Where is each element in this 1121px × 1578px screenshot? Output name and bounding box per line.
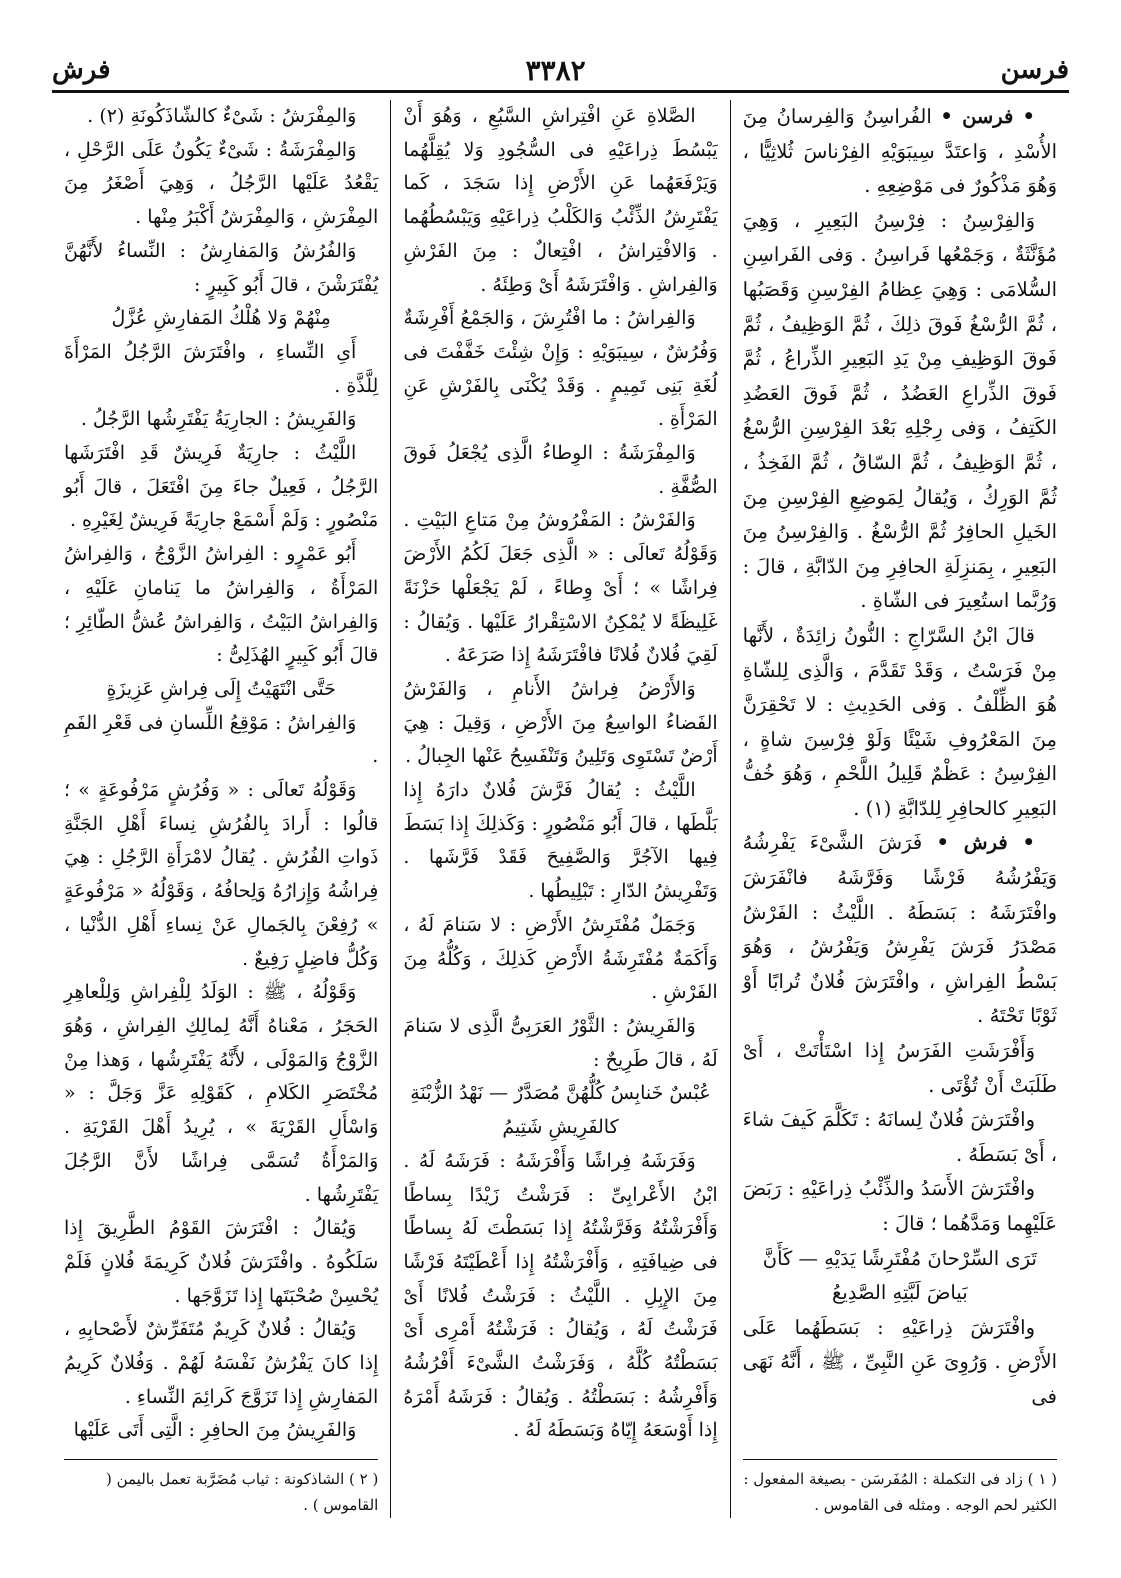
entry-text: تَرَى السِّرْحانَ مُفْتَرِشًا يَدَيْهِ — كَأَنَّ بَياضَ لَبَّتِهِ الصَّدِيعُ <box>762 1246 1037 1305</box>
entry-paragraph <box>743 826 1057 1034</box>
text-column <box>731 100 1069 1518</box>
entry-text: وافْتَرَشَ الأَسَدُ والذِّئْبُ ذِراعَيْهِ : رَبَضَ عَلَيْهِما وَمَدَّهُما ؛ قالَ : <box>742 1177 1057 1235</box>
verse-line <box>403 1077 717 1144</box>
entry-headword: • فرش • <box>936 831 1036 855</box>
page-number: ٣٣٨٢ <box>525 53 586 87</box>
entry-paragraph <box>64 100 378 134</box>
text-column <box>391 100 730 1518</box>
entry-paragraph <box>743 1103 1057 1172</box>
running-head-right: فرسن <box>1000 55 1069 85</box>
entry-paragraph <box>403 774 717 909</box>
entry-paragraph <box>64 1414 378 1448</box>
entry-paragraph <box>403 504 717 673</box>
entry-text: اللَّيْثُ : جارِيَةٌ فَرِيشٌ قَدِ افْتَرَشَها الرَّجُلُ ، فَعِيلٌ جاءَ مِنَ افْتَعَلَ ، قالَ أَبُو مَنْصُورٍ : وَلَمْ أَسْمَعْ جارِيَةً فَرِيشٌ لِغَيْرِهِ . <box>64 442 379 532</box>
page-header <box>52 50 1069 93</box>
entry-text: وافْتَرَشَ ذِراعَيْهِ : بَسَطَهُما عَلَى الأَرْضِ . وَرُوِىَ عَنِ النَّبِىِّ ، ﷺ ، أَنَّهُ نَهَى فى <box>742 1315 1057 1408</box>
entry-paragraph <box>403 909 717 1010</box>
verse-line <box>743 1242 1057 1311</box>
running-head-left: فرش <box>52 55 111 85</box>
column-body <box>64 100 378 1448</box>
entry-text: وَقَوْلُهُ تَعالَى : « وَفُرُشٍ مَرْفُوعَةٍ » ؛ قالُوا : أَرادَ بِالفُرُشِ نِساءَ أَهْلِ الجَنَّةِ ذَواتِ الفُرُشِ . يُقالُ لامْرَأَةِ الرَّجُلِ : هِيَ فِراشُهُ وَإِزارُهُ وَلِحافُهُ ، وَقَوْلُهُ « مَرْفُوعَةٍ » رُفِعْنَ بِالجَمالِ عَنْ نِساءِ أَهْلِ الدُّنْيا ، وَكُلُّ فاضِلٍ رَفِيعٌ . <box>64 779 379 970</box>
entry-paragraph <box>743 1034 1057 1103</box>
entry-text: فَرَشَ الشَّىْءَ يَفْرِشُهُ وَيَفْرُشُهُ فَرْشًا وَفَرَّشَهُ فانْفَرَشَ وافْتَرَشَهُ : بَسَطَهُ . اللَّيْثُ : الفَرْشُ مَصْدَرُ فَرَشَ يَفْرِشُ وَيَفْرُشُ ، وَهُوَ بَسْطُ الفِراشِ ، وافْتَرَشَ فُلانٌ تُرابًا أَوْ ثَوْبًا تَحْتَهُ . <box>742 831 1057 1028</box>
entry-paragraph <box>403 100 717 302</box>
text-columns <box>52 100 1069 1518</box>
entry-text: وَالفَرِيشُ : الثَّوْرُ العَرَبِىُّ الَّذِى لا سَنامَ لَهُ ، قالَ طَرِيحٌ : <box>403 1014 718 1071</box>
entry-paragraph <box>64 976 378 1212</box>
entry-paragraph <box>64 1212 378 1313</box>
entry-text: وَالأَرْضُ فِراشُ الأَنامِ ، وَالفَرْشُ الفَضاءُ الواسِعُ مِنَ الأَرْضِ ، وَقِيلَ : هِيَ أَرْضٌ تَسْتَوِى وَتَلِينُ وَتَنْفَسِحُ عَنْها الجِبالُ . <box>403 677 718 768</box>
entry-paragraph <box>403 302 717 437</box>
entry-text: وَالفَرِيشُ : الجارِيَةُ يَفْتَرِشُها الرَّجُلُ . <box>80 408 357 431</box>
entry-paragraph <box>64 403 378 437</box>
entry-text: وَالمِفْرَشُ : شَىْءٌ كالشّاذَكُونَةِ (٢) . <box>87 105 357 127</box>
entry-text: وَالمِفْرَشَةُ : شَىْءٌ يَكُونُ عَلَى الرَّحْلِ ، يَقْعُدُ عَلَيْها الرَّجُلُ ، وَهِيَ أَصْغَرُ مِنَ المِفْرَشِ ، وَالمِفْرَشُ أَكْبَرُ مِنْها . <box>64 138 379 229</box>
footnote: ( ٢ ) الشاذكونة : ثياب مُضَرَّبة تعمل باليمن ( القاموس ) . <box>105 1470 379 1514</box>
column-body <box>403 100 717 1448</box>
entry-paragraph <box>743 619 1057 827</box>
entry-text: مِنْهُمْ وَلا هُلْكُ المَفارِشِ عُزَّلُ <box>111 307 331 330</box>
verse-line <box>64 673 378 707</box>
entry-text: وَالفُرُشُ وَالمَفارِشُ : النِّساءُ لأَنَّهُنَّ يُفْتَرَشْنَ ، قالَ أَبُو كَبِيرٍ : <box>64 239 379 296</box>
entry-text: أَبُو عَمْرٍو : الفِراشُ الزَّوْجُ ، وَالفِراشُ المَرْأَةُ ، وَالفِراشُ ما يَنامانِ عَلَيْهِ ، وَالفِراشُ البَيْتُ ، وَالفِراشُ عُشُّ الطّائِرِ ؛ قالَ أَبُو كَبِيرٍ الهُذَلِىُّ : <box>64 543 379 667</box>
entry-text: وَالمِفْرَشَةُ : الوِطاءُ الَّذِى يُجْعَلُ فَوقَ الصُّفَّةِ . <box>403 442 718 498</box>
column-body <box>743 100 1057 1415</box>
entry-text: وافْتَرَشَ فُلانٌ لِسانَهُ : تَكَلَّمَ كَيفَ شاءَ ، أَىْ بَسَطَهُ . <box>742 1108 1057 1166</box>
text-column <box>52 100 391 1518</box>
footnote: ( ١ ) زاد فى التكملة : المُفَرسَن - بصيغة المفعول : الكثير لحم الوجه . ومثله فى القاموس . <box>743 1470 1057 1514</box>
entry-text: وَالفِرْسِنُ : فِرْسِنُ البَعِيرِ ، وَهِيَ مُؤَنَّثَةٌ ، وَجَمْعُها فَراسِنُ . وَفى الفَراسِنِ السُّلامَى : وَهِيَ عِظامُ الفِرْسِنِ وَقَصَبُها ، ثُمَّ الرُّسْغُ فَوقَ ذلِكَ ، ثُمَّ الوَظِيفُ ، ثُمَّ فَوقَ الوَظِيفِ مِنْ يَدِ البَعِيرِ الذِّراعُ ، ثُمَّ فَوقَ الذِّراعِ العَضُدُ ، ثُمَّ فَوقَ العَضُدِ الكَتِفُ ، وَفى رِجْلِهِ بَعْدَ الفِرْسِنِ الرُّسْغُ ، ثُمَّ الوَظِيفُ ، ثُمَّ السّاقُ ، ثُمَّ الفَخِذُ ، ثُمَّ الوَرِكُ ، وَيُقالُ لِمَوضِعِ الفِرْسِنِ مِنَ الخَيلِ الحافِرُ ثُمَّ الرُّسْغُ . وَالفِرْسِنُ مِنَ البَعِيرِ ، بِمَنزِلَةِ الحافِرِ مِنَ الدّابَّةِ ، قالَ : وَرُبَّما استُعِيرَ فى الشّاةِ . <box>742 208 1057 613</box>
footnotes <box>64 1459 378 1518</box>
entry-paragraph <box>403 1010 717 1077</box>
entry-headword: • فرسن • <box>940 105 1035 128</box>
entry-text: وَفَرَشَهُ فِراشًا وَأَفْرَشَهُ : فَرَشَهُ لَهُ . ابْنُ الأَعْرابِىِّ : فَرَشْتُ زَيْدًا بِساطًا وَأَفْرَشْتُهُ وَفَرَّشْتُهُ إِذا بَسَطْتَ لَهُ بِساطًا فى ضِيافَتِهِ ، وَأَفْرَشْتُهُ إِذا أَعْطَيْتَهُ فَرْشًا مِنَ الإِبِلِ . اللَّيْثُ : فَرَشْتُ فُلانًا أَىْ فَرَشْتُ لَهُ ، وَيُقالُ : فَرَشْتُهُ أَمْرِى أَىْ بَسَطْتُهُ كُلَّهُ ، وَفَرَشْتُ الشَّىْءَ أَفْرُشُهُ وَأَفْرِشُهُ : بَسَطْتُهُ . وَيُقالُ : فَرَشَهُ أَمْرَهُ إِذا أَوْسَعَهُ إِيّاهُ وَبَسَطَهُ لَهُ . <box>403 1149 718 1442</box>
entry-paragraph <box>64 336 378 403</box>
entry-text: عُبْسٌ خَنابِسُ كُلُّهُنَّ مُصَدَّرٌ — نَهْدُ الزُّبْنَةِ كالفَرِيشِ شَتِيمُ <box>410 1082 711 1139</box>
entry-paragraph <box>64 134 378 235</box>
verse-line <box>64 302 378 336</box>
entry-paragraph <box>64 437 378 538</box>
entry-paragraph <box>64 774 378 976</box>
entry-text: وَالفَرْشُ : المَفْرُوشُ مِنْ مَتاعِ البَيْتِ . وَقَوْلُهُ تَعالَى : « الَّذِى جَعَلَ لَكُمُ الأَرْضَ فِراشًا » ؛ أَىْ وِطاءً ، لَمْ يَجْعَلْها حَزْنَةً غَلِيظَةً لا يُمْكِنُ الاسْتِقْرارُ عَلَيْها . وَيُقالُ : لَقِيَ فُلانٌ فُلانًا فافْتَرَشَهُ إِذا صَرَعَهُ . <box>403 509 718 667</box>
entry-text: وَيُقالُ : افْتَرَشَ القَوْمُ الطَّرِيقَ إِذا سَلَكُوهُ . وافْتَرَشَ فُلانٌ كَرِيمَةَ فُلانٍ فَلَمْ يُحْسِنْ صُحْبَتَها إِذا تَزَوَّجَها . <box>64 1217 379 1307</box>
entry-paragraph <box>64 1313 378 1414</box>
entry-paragraph <box>403 437 717 504</box>
entry-paragraph <box>64 707 378 774</box>
entry-text: أَىِ النِّساءِ ، وافْتَرَشَ الرَّجُلُ المَرْأَةَ لِلَّذَّةِ . <box>64 340 379 397</box>
entry-text: الفُراسِنُ وَالفِرسانُ مِنَ الأُسْدِ ، وَاعتَدَّ سِيبَوَيْهِ الفِرْناسَ ثُلاثِيًّا ، وَهُوَ مَذْكُورٌ فى مَوْضِعِهِ . <box>742 105 1057 198</box>
entry-text: وَيُقالُ : فُلانٌ كَرِيمٌ مُتَفَرِّشٌ لأَصْحابِهِ ، إِذا كانَ يَفْرُشُ نَفْسَهُ لَهُمْ . وَفُلانٌ كَرِيمُ المَفارِشِ إِذا تَزَوَّجَ كَرائِمَ النِّساءِ . <box>64 1318 379 1408</box>
entry-paragraph <box>743 1172 1057 1241</box>
entry-paragraph <box>743 1311 1057 1415</box>
entry-text: وَأَفْرَشَتِ الفَرَسُ إِذا اسْتَأْتَتْ ، أَىْ طَلَبَتْ أَنْ تُؤْتَى . <box>742 1039 1057 1097</box>
entry-paragraph <box>743 100 1057 204</box>
entry-text: حَتَّى انْتَهَيْتُ إِلَى فِراشِ عَزِيزَةٍ <box>106 677 336 700</box>
entry-text: وَجَمَلٌ مُفْتَرِشُ الأَرْضِ : لا سَنامَ لَهُ ، وَأَكَمَةٌ مُفْتَرِشَةُ الأَرْضِ كَذلِكَ ، وَكُلُّهُ مِنَ الفَرْشِ . <box>403 913 718 1004</box>
entry-paragraph <box>743 204 1057 619</box>
entry-text: قالَ ابْنُ السَّرّاجِ : النُّونُ زائِدَةٌ ، لأَنَّها مِنْ فَرَسْتُ ، وَقَدْ تَقَدَّمَ ، وَالَّذِى لِلشّاةِ هُوَ الظِّلْفُ . وَفى الحَدِيثِ : لا تَحْقِرَنَّ مِنَ المَعْرُوفِ شَيْئًا وَلَوْ فِرْسِنَ شاةٍ ، الفِرْسِنُ : عَظْمٌ قَلِيلُ اللَّحْمِ ، وَهُوَ خُفُّ البَعِيرِ كالحافِرِ لِلدّابَّةِ (١) . <box>742 623 1057 820</box>
entry-paragraph <box>64 235 378 302</box>
entry-text: اللَّيْثُ : يُقالُ فَرَّشَ فُلانٌ دارَهُ إِذا بَلَّطَها ، قالَ أَبُو مَنْصُورٍ : وَكَذلِكَ إِذا بَسَطَ فِيها الآجُرَّ وَالصَّفِيحَ فَقَدْ فَرَّشَها . وَتَفْرِيشُ الدّارِ : تَبْلِيطُها . <box>403 779 718 903</box>
entry-text: وَقَوْلُهُ ، ﷺ : الوَلَدُ لِلْفِراشِ وَلِلْعاهِرِ الحَجَرُ ، مَعْناهُ أَنَّهُ لِمالِكِ الفِراشِ ، وَهُوَ الزَّوْجُ وَالمَوْلَى ، لأَنَّهُ يَفْتَرِشُها ، وَهذا مِنْ مُخْتَصَرِ الكَلامِ ، كَقَوْلِهِ عَزَّ وَجَلَّ : « وَاسْأَلِ القَرْيَةَ » ، يُرِيدُ أَهْلَ القَرْيَةِ . وَالمَرْأَةُ تُسَمَّى فِراشًا لأَنَّ الرَّجُلَ يَفْتَرِشُها . <box>64 981 379 1206</box>
entry-paragraph <box>403 673 717 774</box>
entry-paragraph <box>64 538 378 673</box>
entry-paragraph <box>403 1145 717 1448</box>
entry-text: الصَّلاةِ عَنِ افْتِراشِ السَّبُعِ ، وَهُوَ أَنْ يَبْسُطَ ذِراعَيْهِ فى السُّجُودِ وَلا يُقِلَّهُما وَيَرْفَعَهُما عَنِ الأَرْضِ إِذا سَجَدَ ، كَما يَفْتَرِشُ الذِّئْبُ وَالكَلْبُ ذِراعَيْهِ وَيَبْسُطُهُما . وَالافْتِراشُ ، افْتِعالٌ : مِنَ الفَرْشِ وَالفِراشِ . وَافْتَرَشَهُ أَىْ وَطِئَهُ . <box>403 105 718 296</box>
footnotes <box>743 1459 1057 1518</box>
entry-text: وَالفَرِيشُ مِنَ الحافِرِ : الَّتِى أَتَى عَلَيْها <box>73 1419 357 1442</box>
entry-text: وَالفِراشُ : ما افْتُرِشَ ، وَالجَمْعُ أَفْرِشَةٌ وَفُرُشٌ ، سِيبَوَيْهِ : وَإِنْ شِئْتَ خَفَّفْتَ فى لُغَةِ بَنِى تَمِيمٍ . وَقَدْ يُكْنَى بِالفَرْشِ عَنِ المَرْأَةِ . <box>403 307 718 431</box>
entry-text: وَالفِراشُ : مَوْقِعُ اللِّسانِ فى قَعْرِ الفَمِ . <box>64 711 379 768</box>
